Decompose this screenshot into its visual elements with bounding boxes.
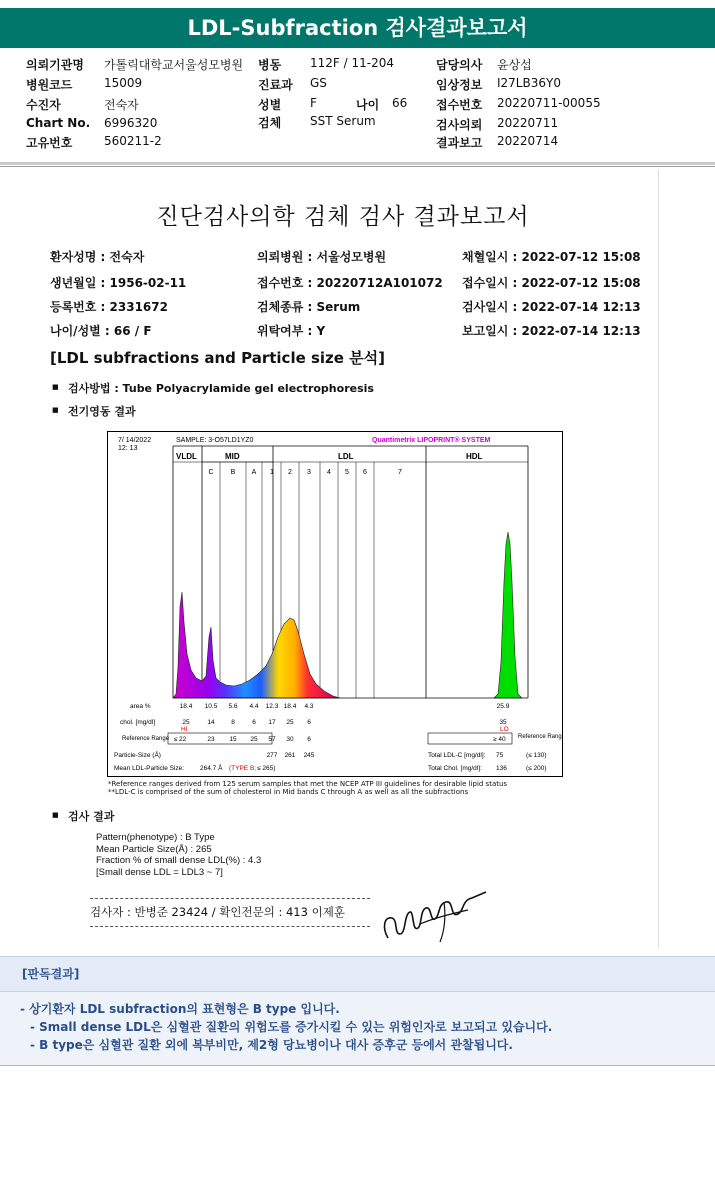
lipoprint-chart — [107, 431, 563, 777]
band-label: 2 — [288, 469, 292, 476]
result-line: Fraction % of small dense LDL(%) : 4.3 — [96, 855, 262, 866]
flag-hi: HI — [181, 726, 188, 733]
mean-ref: ≤ 265) — [257, 765, 276, 772]
patient-field: 의뢰병원 : 서울성모병원 — [257, 250, 387, 264]
mean-label: Mean LDL-Particle Size: — [114, 765, 185, 772]
electrophoresis-heading: ■ 전기영동 결과 — [68, 403, 136, 419]
group-label-vldl: VLDL — [176, 452, 197, 461]
chart-sample: SAMPLE: 3-O57LD1YZ0 — [176, 437, 254, 444]
area-value: 5.6 — [228, 703, 238, 710]
interpretation-line: - 상기환자 LDL subfraction의 표현형은 B type 입니다. — [20, 1002, 340, 1016]
ref-value: 6 — [307, 736, 311, 743]
info-label: 병원코드 — [26, 78, 73, 92]
patient-field: 접수번호 : 20220712A101072 — [257, 276, 443, 290]
mean-type: (TYPE B; — [229, 765, 257, 772]
info-value: F — [310, 96, 317, 110]
band-label: 3 — [307, 469, 311, 476]
band-label: 7 — [398, 469, 402, 476]
info-value: 6996320 — [104, 116, 158, 130]
order-info-grid — [0, 52, 715, 157]
ref-label-right: Reference Range — [518, 734, 562, 740]
info-value: 가톨릭대학교서울성모병원 — [104, 58, 244, 72]
ref-value: ≤ 22 — [173, 736, 187, 743]
area-value: 4.4 — [249, 703, 259, 710]
total-ldl-label: Total LDL-C [mg/dl]: — [428, 752, 486, 759]
info-value: 112F / 11-204 — [310, 56, 394, 70]
section-heading: [LDL subfractions and Particle size 분석] — [50, 349, 386, 367]
handwritten-signature — [380, 888, 492, 946]
patient-field: 환자성명 : 전숙자 — [50, 250, 145, 264]
info-label: 검사의뢰 — [436, 118, 483, 132]
total-chol-value: 136 — [496, 765, 507, 772]
patient-field: 생년월일 : 1956-02-11 — [50, 276, 187, 290]
patient-field: 검체종류 : Serum — [257, 300, 361, 314]
hdl-peak-area — [494, 532, 522, 698]
chol-value: 17 — [268, 719, 276, 726]
chart-brand: Quantimetrix LIPOPRINT® SYSTEM — [372, 437, 491, 444]
report-document — [28, 170, 659, 948]
results-heading: ■ 검사 결과 — [68, 808, 114, 824]
chol-value: 8 — [231, 719, 235, 726]
patient-field: 등록번호 : 2331672 — [50, 300, 168, 314]
ref-value: 23 — [207, 736, 215, 743]
info-label: 수진자 — [26, 98, 61, 112]
result-line: [Small dense LDL = LDL3 ~ 7] — [96, 866, 223, 878]
mean-value: 264.7 Å — [200, 765, 223, 772]
chol-value: 35 — [499, 719, 507, 726]
info-label: 나이 — [356, 98, 380, 112]
area-value: 18.4 — [179, 703, 193, 710]
signature-rule — [90, 926, 370, 927]
info-label: 결과보고 — [436, 136, 483, 150]
group-label-mid: MID — [225, 452, 240, 461]
results-block — [96, 832, 261, 878]
group-label-hdl: HDL — [466, 452, 483, 461]
ref-value: 30 — [286, 736, 294, 743]
particle-size-value: 277 — [266, 752, 278, 759]
area-label: area % — [130, 703, 151, 710]
band-label: A — [251, 469, 257, 476]
chol-value: 14 — [207, 719, 215, 726]
ref-label-text: Reference Range — [122, 736, 170, 742]
area-value: 4.3 — [304, 703, 314, 710]
footnote: **LDL-C is comprised of the sum of cholesterol in Mid bands C through A as well as all the subfractions — [108, 788, 469, 796]
method-line: ■ 검사방법 : Tube Polyacrylamide gel electrophoresis — [68, 380, 374, 396]
band-label: 4 — [327, 469, 331, 476]
patient-field: 위탁여부 : Y — [257, 324, 326, 338]
interpretation-title: [판독결과] — [22, 967, 80, 981]
result-line: Mean Particle Size(Å) : 265 — [96, 843, 212, 855]
info-value: GS — [310, 76, 327, 90]
info-label: 병동 — [258, 58, 282, 72]
info-value: I27LB36Y0 — [497, 76, 561, 90]
flag-lo: LO — [500, 726, 509, 733]
ref-value: 15 — [229, 736, 237, 743]
patient-field: 보고일시 : 2022-07-14 12:13 — [462, 324, 641, 338]
info-value: 20220711 — [497, 116, 559, 130]
ref-value: 57 — [268, 736, 276, 743]
result-line: Pattern(phenotype) : B Type — [96, 832, 215, 843]
report-title: LDL-Subfraction 검사결과보고서 — [187, 16, 528, 40]
total-ldl-ref: (≤ 130) — [526, 752, 547, 759]
patient-field: 검사일시 : 2022-07-14 12:13 — [462, 300, 641, 314]
info-value: 560211-2 — [104, 134, 162, 148]
ref-label — [122, 736, 170, 742]
info-label: Chart No. — [26, 116, 91, 130]
area-value: 18.4 — [283, 703, 297, 710]
info-label: 진료과 — [258, 78, 293, 92]
interpretation-line: - Small dense LDL은 심혈관 질환의 위험도를 증가시킬 수 있는 위험인자로 보고되고 있습니다. — [30, 1020, 553, 1034]
chol-value: 6 — [307, 719, 311, 726]
patient-field: 채혈일시 : 2022-07-12 15:08 — [462, 250, 641, 264]
group-label-ldl: LDL — [338, 452, 354, 461]
lipid-peak-area — [173, 592, 340, 698]
chol-label: chol. [mg/dl] — [120, 719, 156, 726]
patient-field: 접수일시 : 2022-07-12 15:08 — [462, 276, 641, 290]
interpretation-header — [0, 957, 715, 992]
particle-label: Particle-Size (Å) — [114, 752, 161, 759]
lipoprint-chart-svg — [108, 432, 562, 776]
band-label: B — [230, 469, 236, 476]
chart-date: 7/ 14/2022 — [118, 437, 152, 444]
signature-line: 검사자 : 반병준 23424 / 확인전문의 : 413 이제훈 — [90, 905, 345, 919]
patient-field: 나이/성별 : 66 / F — [50, 324, 152, 338]
total-chol-ref: (≤ 200) — [526, 765, 547, 772]
info-value: 20220714 — [497, 134, 559, 148]
chol-value: 25 — [286, 719, 294, 726]
chol-value: 25 — [182, 719, 190, 726]
info-value: 전숙자 — [104, 98, 139, 112]
info-value: 윤상섭 — [497, 58, 532, 72]
info-label: 접수번호 — [436, 98, 483, 112]
chart-footnotes — [108, 780, 507, 796]
area-value: 10.5 — [204, 703, 218, 710]
particle-size-value: 245 — [303, 752, 315, 759]
info-label: 의뢰기관명 — [26, 58, 84, 72]
total-chol-label: Total Chol. [mg/dl]: — [428, 765, 482, 772]
info-value: 15009 — [104, 76, 143, 90]
band-label: 1 — [270, 469, 274, 476]
interpretation-panel — [0, 956, 715, 1066]
divider — [0, 162, 715, 165]
interpretation-line: - B type은 심혈관 질환 외에 복부비만, 제2형 당뇨병이나 대사 증후군 등에서 관찰됩니다. — [30, 1038, 513, 1052]
info-label: 성별 — [258, 98, 282, 112]
band-label: 6 — [363, 469, 367, 476]
ref-value: 25 — [250, 736, 258, 743]
signature-rule — [90, 898, 370, 899]
total-ldl-value: 75 — [496, 752, 504, 759]
info-label: 검체 — [258, 116, 282, 130]
chart-time: 12: 13 — [118, 445, 138, 452]
info-label: 담당의사 — [436, 58, 483, 72]
info-value: SST Serum — [310, 114, 376, 128]
footnote: *Reference ranges derived from 125 serum samples that met the NCEP ATP III guidelines for desirable lipid status — [108, 780, 508, 788]
band-label: 5 — [345, 469, 349, 476]
report-title-bar — [0, 8, 715, 48]
report-heading: 진단검사의학 검체 검사 결과보고서 — [156, 204, 530, 230]
info-value: 66 — [392, 96, 408, 110]
info-label: 임상정보 — [436, 78, 483, 92]
ref-hdl: ≥ 40 — [493, 736, 506, 743]
info-label: 고유번호 — [26, 136, 73, 150]
info-value: 20220711-00055 — [497, 96, 601, 110]
divider — [0, 166, 715, 167]
particle-size-value: 261 — [284, 752, 296, 759]
area-value: 12.3 — [265, 703, 279, 710]
band-label: C — [208, 469, 214, 476]
chol-value: 6 — [252, 719, 256, 726]
area-value: 25.9 — [496, 703, 510, 710]
